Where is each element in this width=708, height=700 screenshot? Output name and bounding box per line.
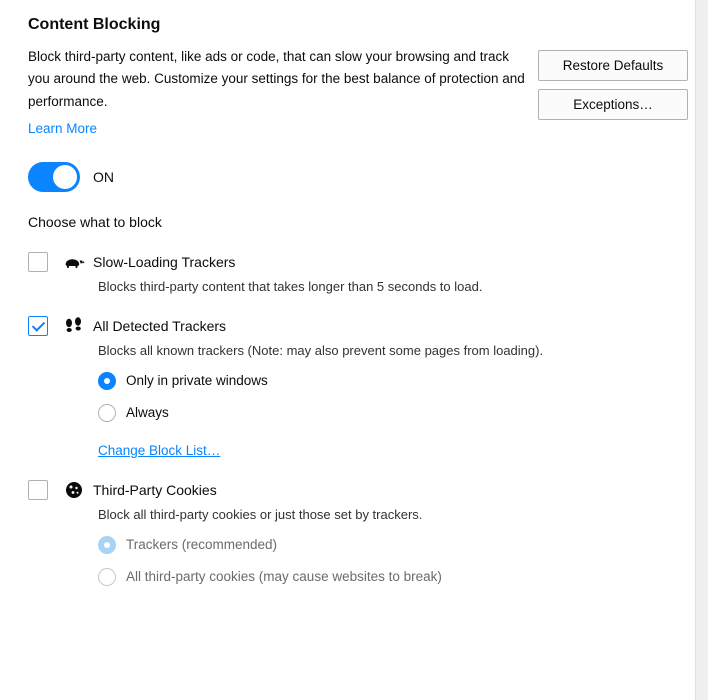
change-block-list-link[interactable]: Change Block List… [98,442,221,458]
learn-more-link[interactable]: Learn More [28,120,98,136]
action-buttons [538,50,688,128]
radio-all-third-party-cookies[interactable] [98,568,116,586]
option-title: Slow-Loading Trackers [93,253,236,270]
checkbox-all-detected-trackers[interactable] [28,316,48,336]
radio-only-in-private-windows[interactable] [98,372,116,390]
radio-row-always [98,404,688,422]
section-description: Block third-party content, like ads or code, that can slow your browsing and track you around the web. Customize your settings for the best balance of protection and performance. [28,49,525,109]
option-header [28,316,688,336]
radio-label: All third-party cookies (may cause websites to break) [126,569,442,585]
option-all-detected-trackers [28,316,688,458]
content-blocking-toggle-row [28,162,688,192]
option-title: All Detected Trackers [93,317,227,334]
radio-label: Always [126,405,169,421]
checkbox-slow-loading-trackers[interactable] [28,252,48,272]
checkbox-third-party-cookies[interactable] [28,480,48,500]
restore-defaults-button[interactable]: Restore Defaults [538,50,688,81]
option-third-party-cookies [28,480,688,586]
option-description: Block all third-party cookies or just those set by trackers. [98,506,423,522]
radio-row-all-third-party-cookies [98,568,688,586]
choose-what-to-block-label: Choose what to block [28,213,162,230]
change-block-list-row [98,442,688,458]
toggle-knob [53,165,77,189]
exceptions-button[interactable]: Exceptions… [538,89,688,120]
page-title: Content Blocking [28,16,161,33]
radio-always[interactable] [98,404,116,422]
option-header [28,480,688,500]
toggle-state-label: ON [93,168,114,185]
cookie-icon [63,480,85,500]
radio-trackers-recommended[interactable] [98,536,116,554]
turtle-icon [63,252,85,272]
option-title: Third-Party Cookies [93,481,217,498]
radio-row-trackers-recommended [98,536,688,554]
option-slow-loading-trackers [28,252,688,294]
scrollbar-track[interactable] [695,0,708,700]
radio-row-only-private-windows [98,372,688,390]
option-description: Blocks all known trackers (Note: may also prevent some pages from loading). [98,342,544,358]
radio-label: Trackers (recommended) [126,537,278,553]
content-blocking-toggle[interactable] [28,162,80,192]
option-header [28,252,688,272]
radio-label: Only in private windows [126,373,268,389]
option-description: Blocks third-party content that takes longer than 5 seconds to load. [98,278,483,294]
footprints-icon [63,316,85,336]
